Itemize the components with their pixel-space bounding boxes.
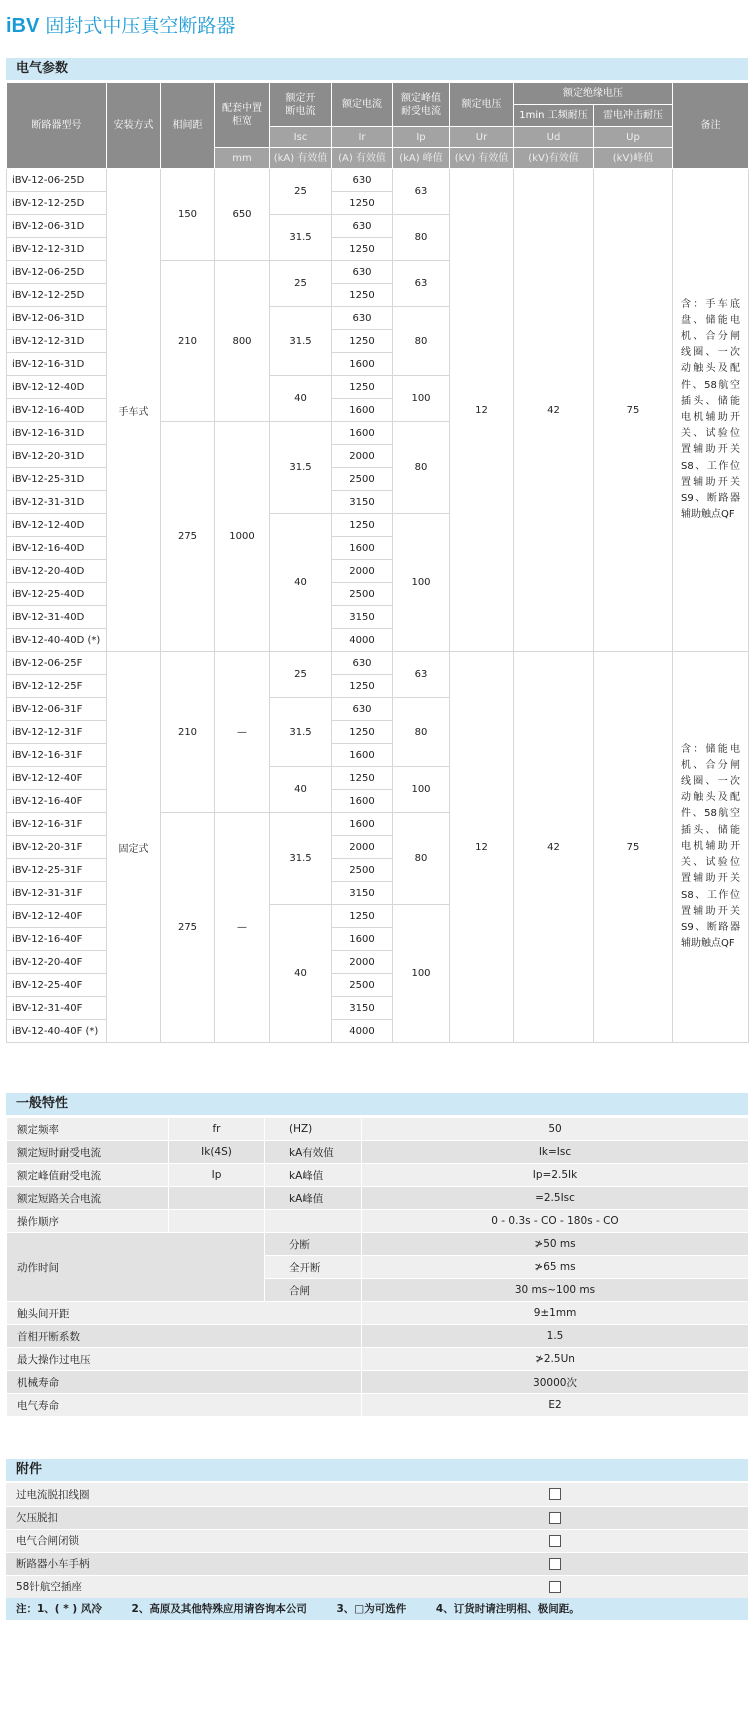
model-cell: iBV-12-12-25D [7,192,107,215]
list-item [6,1483,748,1506]
table-row [7,1118,749,1141]
accessories-table [6,1483,748,1599]
model-cell: iBV-12-12-40F [7,905,107,928]
ir-cell: 1600 [332,928,393,951]
isc-cell: 25 [270,652,332,698]
ir-cell: 3150 [332,882,393,905]
ir-cell: 1600 [332,744,393,767]
isc-cell: 25 [270,169,332,215]
isc-cell: 40 [270,376,332,422]
footnote: 3、□为可选件 [336,1603,407,1615]
model-cell: iBV-12-31-40F [7,997,107,1020]
cabinet-cell: 1000 [215,422,270,652]
unit-isc: (kA) 有效值 [270,148,332,169]
footnote: 注：1、( * ) 风冷 [16,1603,102,1615]
isc-cell: 31.5 [270,813,332,905]
optional-checkbox-icon [549,1535,561,1547]
gen-label: 额定峰值耐受电流 [7,1164,169,1187]
ir-cell: 1250 [332,767,393,790]
gen-value: =2.5Isc [362,1187,749,1210]
hdr-cabinet: 配套中置柜宽 [215,83,270,148]
gen-value: 1.5 [362,1325,749,1348]
ir-cell: 2500 [332,468,393,491]
isc-cell: 31.5 [270,698,332,767]
model-cell: iBV-12-16-40F [7,790,107,813]
symbol-isc: Isc [270,127,332,148]
gen-label: 机械寿命 [7,1371,362,1394]
ur-cell: 12 [450,169,514,652]
table-row [7,1141,749,1164]
cabinet-cell: — [215,813,270,1043]
model-cell: iBV-12-12-31F [7,721,107,744]
model-cell: iBV-12-16-31F [7,813,107,836]
gen-value: ≯2.5Un [362,1348,749,1371]
hdr-lightning: 雷电冲击耐压 [594,105,673,127]
unit-up: (kV)峰值 [594,148,673,169]
up-cell: 75 [594,652,673,1043]
list-item [6,1575,748,1598]
footnote: 2、高原及其他特殊应用请咨询本公司 [131,1603,307,1615]
ur-cell: 12 [450,652,514,1043]
ir-cell: 630 [332,307,393,330]
electrical-section-title: 电气参数 [6,58,748,80]
optional-checkbox-icon [549,1488,561,1500]
model-cell: iBV-12-06-25D [7,169,107,192]
gen-value: 0 - 0.3s - CO - 180s - CO [362,1210,749,1233]
table-row [7,1325,749,1348]
ir-cell: 1250 [332,905,393,928]
optional-checkbox-icon [549,1581,561,1593]
model-cell: iBV-12-31-31D [7,491,107,514]
action-sub-label: 合闸 [265,1279,362,1302]
remark-cell: 含：储能电机、合分闸线圈、一次动触头及配件、58航空插头、储能电机辅助开关、试验位置辅助开关S8、工作位置辅助开关S9、断路器辅助触点QF [673,652,749,1043]
ip-cell: 100 [393,905,450,1043]
ud-cell: 42 [514,652,594,1043]
accessory-label: 电气合闸闭锁 [6,1529,361,1552]
model-cell: iBV-12-16-31D [7,422,107,445]
gen-label: 额定短时耐受电流 [7,1141,169,1164]
footnote: 4、订货时请注明相、极间距。 [435,1603,580,1615]
model-cell: iBV-12-12-40F [7,767,107,790]
model-cell: iBV-12-12-25D [7,284,107,307]
table-row [7,1371,749,1394]
ir-cell: 1600 [332,422,393,445]
remark-cell: 含：手车底盘、储能电机、合分闸线圈、一次动触头及配件、58航空插头、储能电机辅助开关、试验位置辅助开关S8、工作位置辅助开关S9、断路器辅助触点QF [673,169,749,652]
ud-cell: 42 [514,169,594,652]
table-row [7,1210,749,1233]
gen-unit: (HZ) [265,1118,362,1141]
cabinet-cell: 800 [215,261,270,422]
table-row [7,1348,749,1371]
gen-symbol: fr [169,1118,265,1141]
gen-symbol: Ik(4S) [169,1141,265,1164]
ip-cell: 80 [393,215,450,261]
ir-cell: 630 [332,215,393,238]
hdr-insulation: 额定绝缘电压 [514,83,673,105]
isc-cell: 40 [270,767,332,813]
table-row [7,1164,749,1187]
accessory-label: 过电流脱扣线圈 [6,1483,361,1506]
gen-value: E2 [362,1394,749,1417]
ir-cell: 630 [332,261,393,284]
accessory-label: 欠压脱扣 [6,1506,361,1529]
ip-cell: 63 [393,652,450,698]
ir-cell: 1250 [332,192,393,215]
symbol-ud: Ud [514,127,594,148]
ir-cell: 4000 [332,629,393,652]
model-cell: iBV-12-16-40F [7,928,107,951]
pitch-cell: 210 [161,652,215,813]
isc-cell: 25 [270,261,332,307]
footnotes [6,1598,748,1620]
pitch-cell: 150 [161,169,215,261]
table-row [7,169,749,192]
ir-cell: 3150 [332,606,393,629]
unit-ip: (kA) 峰值 [393,148,450,169]
table-row [7,1233,749,1256]
model-cell: iBV-12-06-25D [7,261,107,284]
gen-value: 50 [362,1118,749,1141]
model-cell: iBV-12-12-40D [7,514,107,537]
ir-cell: 3150 [332,997,393,1020]
gen-symbol [169,1187,265,1210]
table-row [7,1302,749,1325]
unit-ud: (kV)有效值 [514,148,594,169]
gen-value: Ik=Isc [362,1141,749,1164]
ir-cell: 2000 [332,445,393,468]
gen-symbol [169,1210,265,1233]
model-cell: iBV-12-20-40D [7,560,107,583]
page-title: iBV 固封式中压真空断路器 [6,15,236,37]
isc-cell: 31.5 [270,307,332,376]
cabinet-cell: 650 [215,169,270,261]
action-sub-label: 分断 [265,1233,362,1256]
list-item [6,1529,748,1552]
ir-cell: 630 [332,698,393,721]
gen-label: 首相开断系数 [7,1325,362,1348]
symbol-up: Up [594,127,673,148]
ir-cell: 1250 [332,330,393,353]
ir-cell: 2000 [332,836,393,859]
ir-cell: 1600 [332,813,393,836]
ip-cell: 100 [393,514,450,652]
gen-unit [265,1210,362,1233]
table-row [7,1187,749,1210]
ir-cell: 2500 [332,859,393,882]
ip-cell: 80 [393,698,450,767]
ir-cell: 1600 [332,790,393,813]
action-sub-value: 30 ms~100 ms [362,1279,749,1302]
model-cell: iBV-12-06-31D [7,307,107,330]
list-item [6,1506,748,1529]
cabinet-cell: — [215,652,270,813]
isc-cell: 40 [270,905,332,1043]
model-cell: iBV-12-31-31F [7,882,107,905]
table-row [7,652,749,675]
table-row [7,1394,749,1417]
optional-checkbox-icon [549,1512,561,1524]
ir-cell: 4000 [332,1020,393,1043]
model-cell: iBV-12-12-40D [7,376,107,399]
gen-label: 电气寿命 [7,1394,362,1417]
ir-cell: 1250 [332,721,393,744]
list-item [6,1552,748,1575]
hdr-voltage: 额定电压 [450,83,514,127]
hdr-current: 额定电流 [332,83,393,127]
ir-cell: 1600 [332,353,393,376]
model-cell: iBV-12-40-40D (*) [7,629,107,652]
model-cell: iBV-12-12-31D [7,238,107,261]
gen-label: 最大操作过电压 [7,1348,362,1371]
symbol-ip: Ip [393,127,450,148]
gen-unit: kA峰值 [265,1187,362,1210]
ir-cell: 3150 [332,491,393,514]
unit-ir: (A) 有效值 [332,148,393,169]
isc-cell: 31.5 [270,422,332,514]
gen-label: 额定频率 [7,1118,169,1141]
gen-value: 9±1mm [362,1302,749,1325]
model-cell: iBV-12-31-40D [7,606,107,629]
action-sub-value: ≯65 ms [362,1256,749,1279]
hdr-install: 安装方式 [107,83,161,169]
general-table [6,1117,749,1417]
ir-cell: 2000 [332,560,393,583]
symbol-ir: Ir [332,127,393,148]
action-time-label: 动作时间 [7,1233,265,1302]
ir-cell: 2500 [332,583,393,606]
hdr-freq-withstand: 1min 工频耐压 [514,105,594,127]
general-section-title: 一般特性 [6,1093,748,1115]
gen-symbol: Ip [169,1164,265,1187]
model-cell: iBV-12-16-31D [7,353,107,376]
ir-cell: 1600 [332,537,393,560]
model-cell: iBV-12-12-25F [7,675,107,698]
action-sub-label: 全开断 [265,1256,362,1279]
model-cell: iBV-12-25-31F [7,859,107,882]
gen-label: 触头间开距 [7,1302,362,1325]
install-cell: 固定式 [107,652,161,1043]
ip-cell: 80 [393,307,450,376]
model-cell: iBV-12-12-31D [7,330,107,353]
model-cell: iBV-12-06-25F [7,652,107,675]
hdr-pitch: 相间距 [161,83,215,169]
install-cell: 手车式 [107,169,161,652]
ir-cell: 630 [332,169,393,192]
symbol-ur: Ur [450,127,514,148]
ir-cell: 2000 [332,951,393,974]
hdr-model: 断路器型号 [7,83,107,169]
accessory-label: 58针航空插座 [6,1575,361,1598]
model-cell: iBV-12-20-31D [7,445,107,468]
hdr-peak: 额定峰值耐受电流 [393,83,450,127]
pitch-cell: 275 [161,813,215,1043]
model-cell: iBV-12-16-40D [7,537,107,560]
ip-cell: 100 [393,767,450,813]
pitch-cell: 275 [161,422,215,652]
ir-cell: 1250 [332,514,393,537]
ip-cell: 80 [393,422,450,514]
model-cell: iBV-12-25-40F [7,974,107,997]
ip-cell: 63 [393,169,450,215]
ip-cell: 63 [393,261,450,307]
accessories-section-title: 附件 [6,1459,748,1481]
model-cell: iBV-12-16-31F [7,744,107,767]
action-sub-value: ≯50 ms [362,1233,749,1256]
accessory-label: 断路器小车手柄 [6,1552,361,1575]
gen-value: Ip=2.5Ik [362,1164,749,1187]
ir-cell: 1250 [332,238,393,261]
unit-mm: mm [215,148,270,169]
model-cell: iBV-12-20-40F [7,951,107,974]
pitch-cell: 210 [161,261,215,422]
electrical-table [6,82,749,1043]
model-cell: iBV-12-20-31F [7,836,107,859]
ip-cell: 80 [393,813,450,905]
isc-cell: 31.5 [270,215,332,261]
ir-cell: 1600 [332,399,393,422]
unit-ur: (kV) 有效值 [450,148,514,169]
up-cell: 75 [594,169,673,652]
ir-cell: 2500 [332,974,393,997]
hdr-breaking: 额定开断电流 [270,83,332,127]
gen-label: 操作顺序 [7,1210,169,1233]
gen-label: 额定短路关合电流 [7,1187,169,1210]
isc-cell: 40 [270,514,332,652]
model-cell: iBV-12-25-40D [7,583,107,606]
gen-unit: kA有效值 [265,1141,362,1164]
model-cell: iBV-12-25-31D [7,468,107,491]
model-cell: iBV-12-06-31D [7,215,107,238]
gen-unit: kA峰值 [265,1164,362,1187]
ir-cell: 1250 [332,284,393,307]
model-cell: iBV-12-16-40D [7,399,107,422]
ir-cell: 630 [332,652,393,675]
gen-value: 30000次 [362,1371,749,1394]
hdr-remark: 备注 [673,83,749,169]
ip-cell: 100 [393,376,450,422]
optional-checkbox-icon [549,1558,561,1570]
ir-cell: 1250 [332,376,393,399]
model-cell: iBV-12-06-31F [7,698,107,721]
model-cell: iBV-12-40-40F (*) [7,1020,107,1043]
ir-cell: 1250 [332,675,393,698]
